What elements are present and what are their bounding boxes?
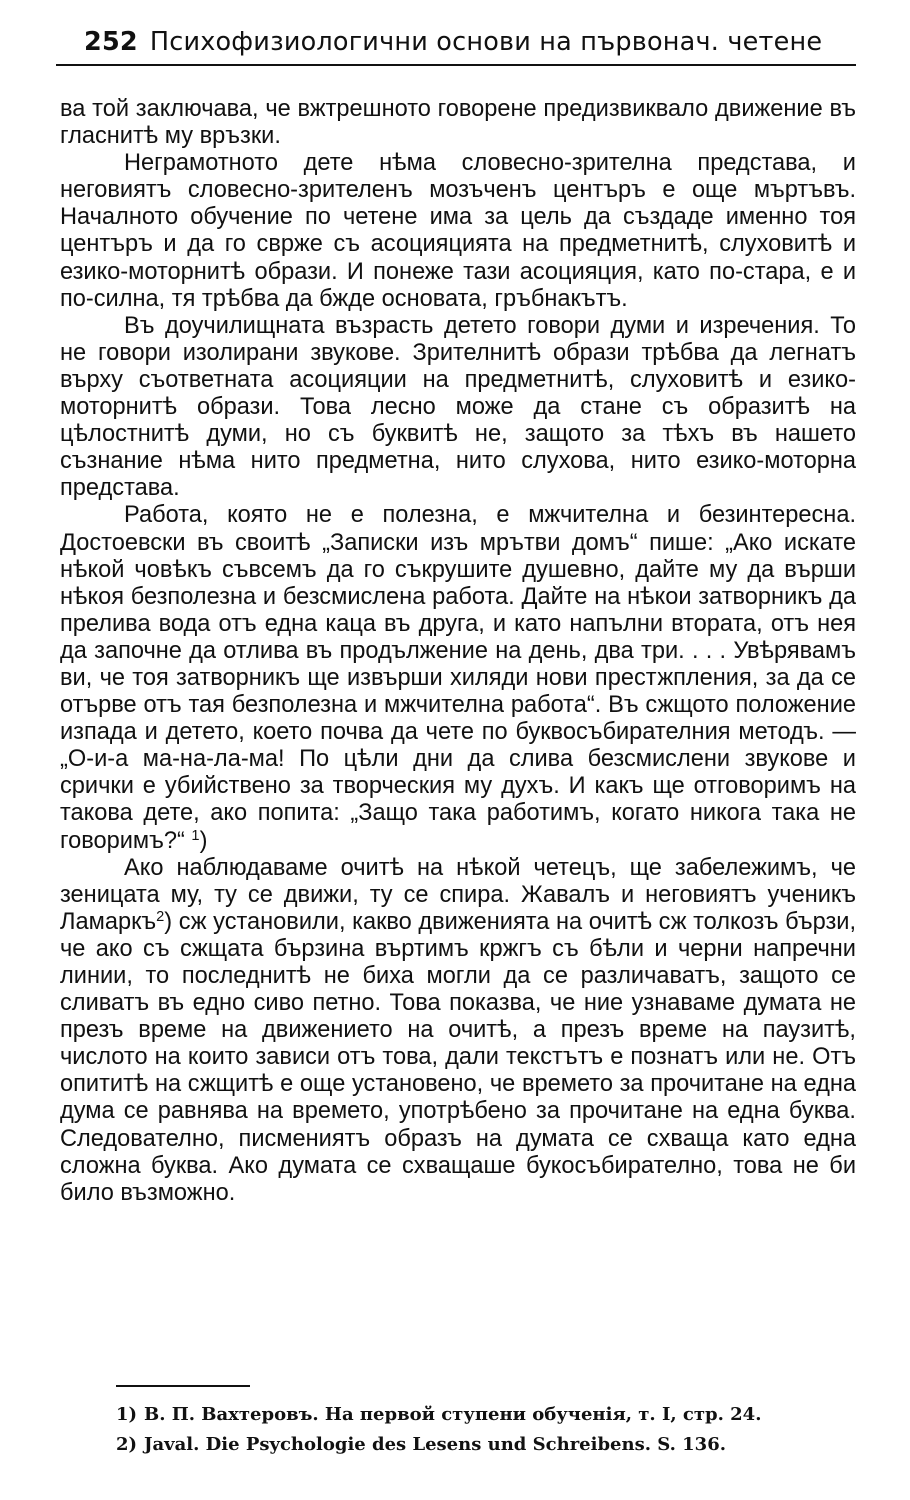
footnote-rule (116, 1385, 250, 1387)
footnote-marker: 1) (116, 1404, 138, 1425)
paragraph: Въ доучилищната възрасть детето говори думи и изречения. То не говори изолирани звукове. Зрителнитѣ образи трѣбва да легнатъ върху съответната асоцияции на предметнитѣ, слуховитѣ и езико-моторнитѣ образи. Това лесно може да стане съ образитѣ на цѣлостнитѣ думи, но съ буквитѣ не, защото за тѣхъ въ нашето съзнание нѣма нито предметна, нито слухова, нито езико-моторна представа. (60, 312, 856, 502)
paragraph-text: ) сж установили, какво движенията на очитѣ сж толкозъ бързи, че ако съ сжщата бързина въртимъ кржгъ съ бѣли и черни напречни линии, то последнитѣ не биха могли да се различаватъ, защото се сливатъ въ едно сиво петно. Това показва, че ние узнаваме думата не презъ време на движението на очитѣ, а презъ време на паузитѣ, числото на които зависи отъ това, дали текстътъ е познатъ или не. Отъ опититѣ на сжщитѣ е още установено, че времето за прочитане на една дума се равнява на времето, употрѣбено за прочитане на една буква. Следователно, писмениятъ образъ на думата се схваща като една сложна буква. Ако думата се схващаше букосъбирателно, това не би било възможно. (60, 908, 856, 1206)
paragraph-text: Ако наблюдаваме очитѣ на нѣкой четецъ, ще забележимъ, че зеницата му, ту се движи, ту се спира. Жавалъ и неговиятъ ученикъ Ламаркъ (60, 854, 856, 935)
body-text (60, 96, 856, 1207)
paragraph: ва той заключава, че вжтрешното говорене предизвиквало движение въ гласнитѣ му връзки. (60, 96, 856, 150)
footnote (116, 1400, 856, 1430)
paragraph (60, 855, 856, 1207)
footnote-ref-1: 1 (191, 827, 200, 844)
footnote-ref-2: 2 (156, 908, 165, 925)
footnotes (116, 1400, 856, 1460)
footnote-text: Javal. Die Psychologie des Lesens und Schreibens. S. 136. (144, 1434, 726, 1455)
running-header (56, 26, 854, 58)
paragraph: Работа, която не е полезна, е мжчителна и безинтересна. Достоевски въ своитѣ „Записки изъ мрътви домъ“ пише: „Ако искате нѣкой човѣкъ съвсемъ да го съкрушите душевно, дайте му да върши нѣкоя безполезна и безсмислена работа. Дайте на нѣкои затворникъ да прелива вода отъ една каца въ друга, и като напълни втората, отъ нея да започне да отлива въ продължение на день, два три. . . . Увѣрявамъ ви, че тоя затворникъ ще извърши хиляди нови престжпления, за да се отърве отъ тая безполезна и мжчителна работа“. Въ сжщото положение изпада и детето, което почва да чете по буквосъбирателния методъ. — „О-и-а ма-на-ла-ма! По цѣли дни да слива безсмислени звукове и срички е убийствено за творческия му духъ. И какъ ще отговоримъ на такова дете, ако попита: „Защо така работимъ, когато никога така не говоримъ?“ $^1$) (60, 502, 856, 854)
header-rule (56, 64, 856, 66)
footnote-marker: 2) (116, 1434, 138, 1455)
footnote (116, 1430, 856, 1460)
footnote-text: В. П. Вахтеровъ. На первой ступени обученія, т. I, стр. 24. (144, 1404, 762, 1425)
running-title: Психофизиологични основи на първонач. четене (149, 27, 823, 57)
paragraph: Неграмотното дете нѣма словесно-зрителна представа, и неговиятъ словесно-зрителенъ мозъченъ центъръ е още мъртъвъ. Началното обучение по четене има за цель да създаде именно тоя центъръ и да го сврже съ асоцияцията на предметнитѣ, слуховитѣ и езико-моторнитѣ образи. И понеже тази асоцияция, като по-стара, е и по-силна, тя трѣбва да бжде основата, гръбнакътъ. (60, 150, 856, 312)
page-number: 252 (84, 27, 138, 57)
paragraph-text: Работа, която не е полезна, е мжчителна и безинтересна. Достоевски въ своитѣ „Записки изъ мрътви домъ“ пише: „Ако искате нѣкой човѣкъ съвсемъ да го съкрушите душевно, дайте му да върши нѣкоя безполезна и безсмислена работа. Дайте на нѣкои затворникъ да прелива вода отъ една каца въ друга, и като напълни втората, отъ нея да започне да отлива въ продължение на день, два три. . . . Увѣрявамъ ви, че тоя затворникъ ще извърши хиляди нови престжпления, за да се отърве отъ тая безполезна и мжчителна работа“. Въ сжщото положение изпада и детето, което почва да чете по буквосъбирателния методъ. — „О-и-а ма-на-ла-ма! По цѣли дни да слива безсмислени звукове и срички е убийствено за творческия му духъ. И какъ ще отговоримъ на такова дете, ако попита: „Защо така работимъ, когато никога така не говоримъ?“ (60, 502, 856, 854)
